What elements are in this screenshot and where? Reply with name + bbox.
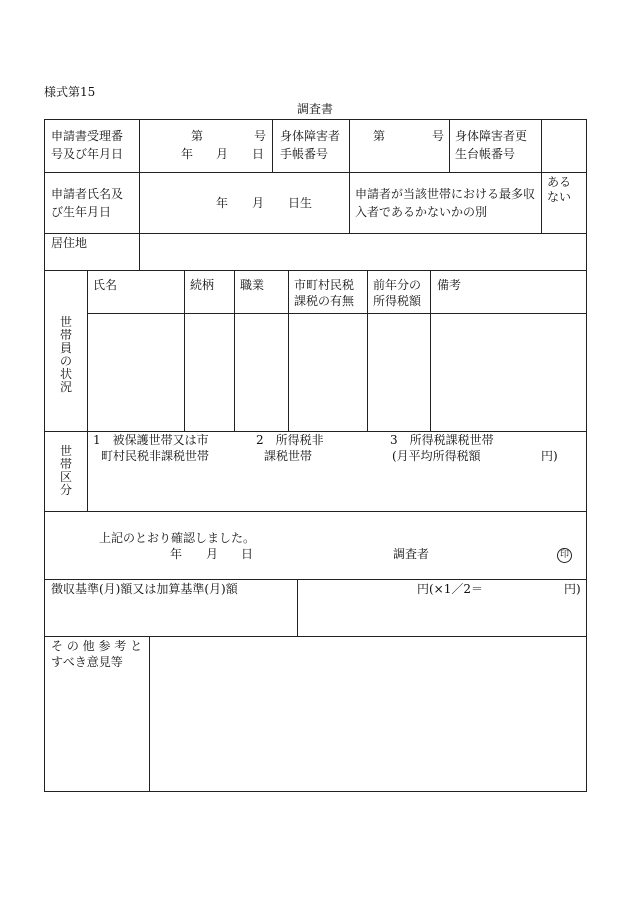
top-earner-label-line1: 申請者が当該世帯における最多収: [355, 187, 536, 201]
applicant-label-line2: び生年月日: [51, 205, 112, 219]
col-divider: [297, 579, 298, 636]
handbook-label-line2: 手帳番号: [280, 147, 329, 161]
inspector-label: 調査者: [393, 547, 430, 561]
form-number: 様式第15: [44, 85, 96, 99]
col-divider: [430, 270, 431, 431]
classification-option1-line2: 町村民税非課税世帯: [101, 449, 210, 463]
col-header-remarks: 備考: [437, 278, 462, 292]
col-divider: [288, 270, 289, 431]
classification-option3-unit: 円): [541, 449, 558, 463]
receipt-label-line2: 号及び年月日: [51, 147, 124, 161]
confirmation-statement: 上記のとおり確認しました。: [99, 531, 256, 545]
applicant-label-line1: 申請者氏名及: [51, 187, 124, 201]
receipt-number-prefix: 第: [191, 129, 204, 143]
receipt-day: 日: [252, 147, 265, 161]
receipt-year: 年: [181, 147, 194, 161]
ledger-label-line2: 生台帳番号: [455, 147, 516, 161]
receipt-label-line1: 申請書受理番: [51, 129, 124, 143]
household-section-label: 世帯員の状況: [59, 315, 72, 394]
residence-label: 居住地: [51, 236, 88, 250]
classification-section-label: 世帯区分: [59, 444, 72, 497]
fee-formula: 円(×1／2＝: [417, 582, 484, 596]
row-divider: [45, 511, 586, 512]
row-divider: [45, 636, 586, 637]
birth-month: 月: [252, 196, 265, 210]
confirmation-month: 月: [206, 547, 219, 561]
top-earner-label-line2: 入者であるかないかの別: [355, 205, 488, 219]
birth-year: 年: [216, 196, 229, 210]
classification-option3-line1: 3 所得税課税世帯: [390, 433, 494, 447]
seal-icon: [557, 546, 572, 563]
classification-option2-line1: 2 所得税非: [256, 433, 324, 447]
seal-mark: 印: [557, 548, 572, 563]
confirmation-year: 年: [170, 547, 183, 561]
col-divider: [87, 270, 88, 431]
row-divider: [45, 270, 586, 271]
row-divider: [45, 233, 586, 234]
col-header-income-tax-line2: 所得税額: [373, 294, 422, 308]
fee-label: 徴収基準(月)額又は加算基準(月)額: [51, 582, 238, 596]
row-divider: [45, 579, 586, 580]
col-divider: [139, 233, 140, 270]
col-divider: [149, 636, 150, 791]
col-divider: [184, 270, 185, 431]
other-remarks-label-line2: すべき意見等: [51, 655, 123, 669]
classification-option1-line1: 1 被保護世帯又は市: [93, 433, 209, 447]
col-header-occupation: 職業: [240, 278, 265, 292]
col-divider: [272, 120, 273, 172]
col-divider: [139, 172, 140, 233]
confirmation-day: 日: [241, 547, 254, 561]
handbook-number-suffix: 号: [432, 129, 445, 143]
col-divider: [541, 172, 542, 233]
col-divider: [449, 120, 450, 172]
col-header-relation: 続柄: [190, 278, 215, 292]
classification-option2-line2: 課税世帯: [264, 449, 313, 463]
fee-unit: 円): [564, 582, 581, 596]
col-divider: [349, 172, 350, 233]
col-divider: [367, 270, 368, 431]
col-header-income-tax-line1: 前年分の: [373, 278, 422, 292]
other-remarks-label-line1: そ の 他 参 考 と: [51, 639, 143, 653]
document-title: 調査書: [296, 102, 333, 116]
receipt-number-suffix: 号: [254, 129, 267, 143]
col-divider: [87, 431, 88, 511]
handbook-number-prefix: 第: [373, 129, 386, 143]
handbook-label-line1: 身体障害者: [280, 129, 341, 143]
birth-day: 日生: [288, 196, 313, 210]
col-divider: [349, 120, 350, 172]
classification-option3-line2: (月平均所得税額: [392, 449, 481, 463]
row-divider: [87, 313, 586, 314]
ledger-label-line1: 身体障害者更: [455, 129, 528, 143]
col-header-name: 氏名: [93, 278, 118, 292]
option-no: ない: [547, 190, 572, 204]
col-header-municipal-tax-line1: 市町村民税: [294, 278, 355, 292]
col-divider: [541, 120, 542, 172]
row-divider: [45, 172, 586, 173]
col-divider: [234, 270, 235, 431]
row-divider: [45, 431, 586, 432]
col-divider: [139, 120, 140, 172]
inspection-form: [44, 119, 587, 792]
receipt-month: 月: [216, 147, 229, 161]
col-header-municipal-tax-line2: 課税の有無: [294, 294, 355, 308]
option-yes: ある: [547, 175, 572, 189]
